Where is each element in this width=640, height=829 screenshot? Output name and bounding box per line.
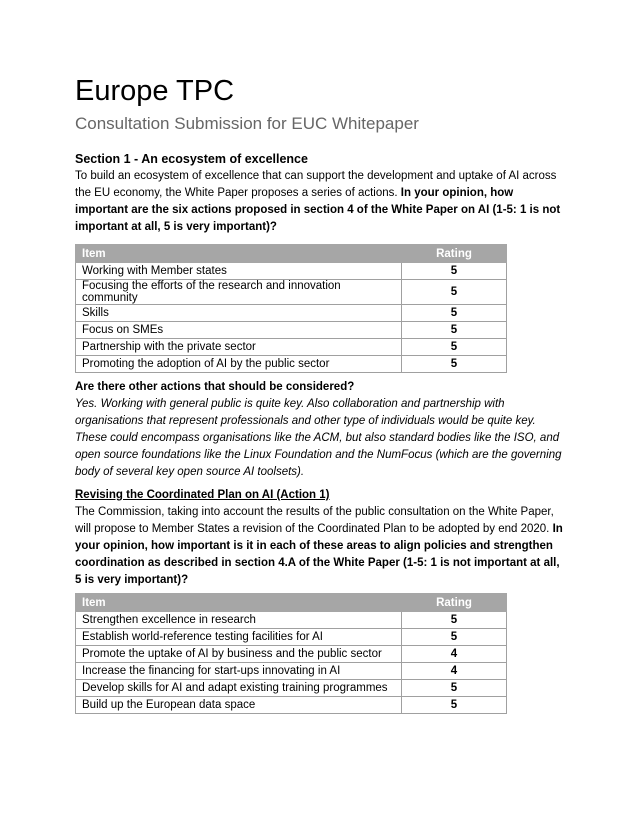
table-row bbox=[76, 322, 507, 339]
table-row bbox=[76, 629, 507, 646]
section1-intro-question: In your opinion, how important are the six actions proposed in section 4 of the White Paper on AI (1-5: 1 is not important at all, 5 is very important)? bbox=[75, 187, 561, 233]
row-item: Build up the European data space bbox=[76, 697, 402, 714]
row-rating: 5 bbox=[402, 263, 507, 280]
table-header-row bbox=[76, 245, 507, 263]
row-rating: 4 bbox=[402, 663, 507, 680]
table-row bbox=[76, 680, 507, 697]
section1-intro-plain: To build an ecosystem of excellence that can support the development and uptake of AI across the EU economy, the White Paper proposes a series of actions. bbox=[75, 170, 557, 199]
table-row bbox=[76, 356, 507, 373]
document-title: Europe TPC bbox=[75, 75, 235, 107]
other-actions-question: Are there other actions that should be considered? bbox=[75, 381, 355, 393]
row-item: Establish world-reference testing facilities for AI bbox=[76, 629, 402, 646]
row-rating: 5 bbox=[402, 697, 507, 714]
row-rating: 5 bbox=[402, 305, 507, 322]
row-item: Increase the financing for start-ups innovating in AI bbox=[76, 663, 402, 680]
table-row bbox=[76, 663, 507, 680]
document-subtitle: Consultation Submission for EUC Whitepaper bbox=[75, 114, 419, 133]
row-rating: 4 bbox=[402, 646, 507, 663]
section1-ratings-table bbox=[75, 244, 507, 373]
table-row bbox=[76, 305, 507, 322]
table-row bbox=[76, 280, 507, 305]
coordinated-plan-intro-plain: The Commission, taking into account the results of the public consultation on the White Paper, will propose to Member States a revision of the Coordinated Plan to be adopted by end 2020. bbox=[75, 506, 554, 535]
row-item: Develop skills for AI and adapt existing training programmes bbox=[76, 680, 402, 697]
table-row bbox=[76, 646, 507, 663]
row-rating: 5 bbox=[402, 322, 507, 339]
row-item: Working with Member states bbox=[76, 263, 402, 280]
column-header-rating: Rating bbox=[402, 245, 507, 263]
coordinated-plan-intro-question: In your opinion, how important is it in each of these areas to align policies and strengthen coordination as described in section 4.A of the White Paper (1-5: 1 is not important at all, 5 is very important)? bbox=[75, 523, 563, 586]
row-rating: 5 bbox=[402, 629, 507, 646]
row-rating: 5 bbox=[402, 680, 507, 697]
other-actions-text bbox=[75, 379, 565, 481]
table-header-row bbox=[76, 594, 507, 612]
section1-intro bbox=[75, 168, 565, 236]
coordinated-plan-ratings-table bbox=[75, 593, 507, 714]
column-header-item: Item bbox=[76, 594, 402, 612]
table-row bbox=[76, 263, 507, 280]
row-item: Focusing the efforts of the research and innovation community bbox=[76, 280, 402, 305]
row-item: Promoting the adoption of AI by the public sector bbox=[76, 356, 402, 373]
row-item: Partnership with the private sector bbox=[76, 339, 402, 356]
row-item: Focus on SMEs bbox=[76, 322, 402, 339]
coordinated-plan-intro bbox=[75, 504, 565, 589]
section1-text bbox=[75, 151, 565, 236]
other-actions-answer: Yes. Working with general public is quite key. Also collaboration and partnership with organisations that represent professionals and other type of individuals would be quite key. These could encompass organisations like the ACM, but also standard bodies like the ISO, and open source foundations like the Linux Foundation and the NumFocus (which are the governing body of several key open source AI toolsets). bbox=[75, 398, 562, 478]
section1-heading: Section 1 - An ecosystem of excellence bbox=[75, 152, 308, 166]
row-rating: 5 bbox=[402, 339, 507, 356]
table-row bbox=[76, 612, 507, 629]
row-item: Strengthen excellence in research bbox=[76, 612, 402, 629]
coordinated-plan-text bbox=[75, 487, 565, 589]
row-rating: 5 bbox=[402, 280, 507, 305]
coordinated-plan-heading: Revising the Coordinated Plan on AI (Action 1) bbox=[75, 489, 330, 501]
column-header-item: Item bbox=[76, 245, 402, 263]
table-row bbox=[76, 339, 507, 356]
column-header-rating: Rating bbox=[402, 594, 507, 612]
row-item: Skills bbox=[76, 305, 402, 322]
row-item: Promote the uptake of AI by business and the public sector bbox=[76, 646, 402, 663]
table-row bbox=[76, 697, 507, 714]
row-rating: 5 bbox=[402, 612, 507, 629]
row-rating: 5 bbox=[402, 356, 507, 373]
